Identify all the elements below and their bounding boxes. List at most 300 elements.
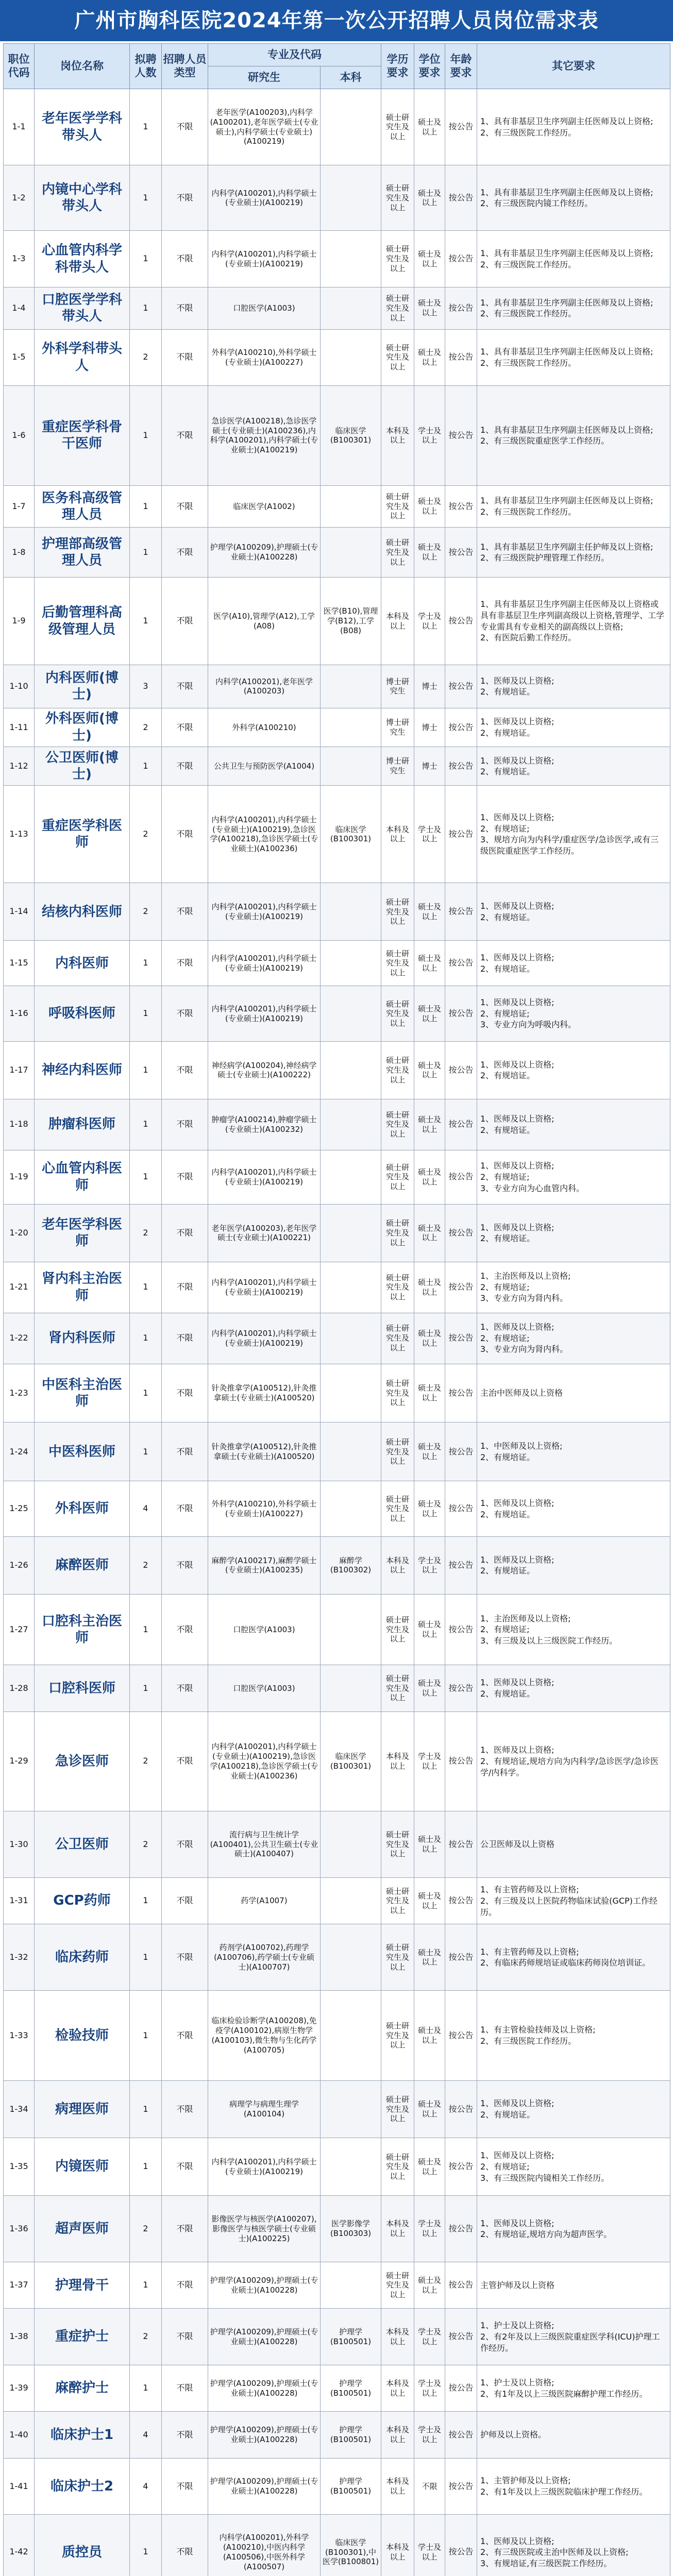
table-row	[4, 231, 670, 287]
cell-other: 1、医师及以上资格; 2、有规培证。	[477, 665, 670, 708]
cell-undergrad-major	[321, 747, 381, 786]
cell-edu: 硕士研究生及以上	[381, 528, 414, 578]
cell-undergrad-major	[321, 2080, 381, 2138]
cell-degree: 硕士及以上	[414, 287, 445, 329]
cell-code: 1-6	[4, 386, 35, 486]
table-row	[4, 1711, 670, 1811]
cell-age: 按公告	[445, 1594, 477, 1665]
cell-degree: 硕士及以上	[414, 1364, 445, 1422]
cell-edu: 本科及以上	[381, 2309, 414, 2365]
cell-undergrad-major: 医学影像学(B100303)	[321, 2196, 381, 2262]
cell-name: 公卫医师(博士)	[35, 747, 130, 786]
cell-degree: 学士及以上	[414, 786, 445, 883]
cell-code: 1-31	[4, 1878, 35, 1924]
cell-edu: 硕士研究生及以上	[381, 1150, 414, 1204]
cell-count: 2	[130, 786, 162, 883]
table-row	[4, 2080, 670, 2138]
cell-grad-major: 药学(A1007)	[208, 1878, 321, 1924]
table-row	[4, 2458, 670, 2515]
cell-name: 外科医师(博士)	[35, 708, 130, 747]
cell-degree: 不限	[414, 2458, 445, 2515]
table-row	[4, 329, 670, 386]
cell-count: 1	[130, 1150, 162, 1204]
cell-code: 1-15	[4, 941, 35, 986]
cell-type: 不限	[162, 1991, 208, 2080]
cell-name: 呼吸科医师	[35, 986, 130, 1042]
cell-code: 1-20	[4, 1204, 35, 1262]
cell-grad-major: 内科学(A100201),外科学(A100210),中医内科学(A100506),中医外科学(A100507)	[208, 2515, 321, 2576]
cell-undergrad-major	[321, 1204, 381, 1262]
cell-degree: 学士及以上	[414, 2412, 445, 2458]
cell-other: 1、医师及以上资格; 2、有规培证。	[477, 1099, 670, 1150]
table-row	[4, 665, 670, 708]
cell-other: 1、医师及以上资格; 2、有规培证。	[477, 1204, 670, 1262]
cell-age: 按公告	[445, 2080, 477, 2138]
cell-count: 1	[130, 528, 162, 578]
cell-grad-major: 内科学(A100201),内科学硕士(专业硕士)(A100219)	[208, 1150, 321, 1204]
cell-other: 1、具有非基层卫生序列副主任医师及以上资格; 2、有三级医院工作经历。	[477, 287, 670, 329]
cell-age: 按公告	[445, 2365, 477, 2412]
cell-type: 不限	[162, 1150, 208, 1204]
cell-undergrad-major: 临床医学(B100301)	[321, 386, 381, 486]
cell-type: 不限	[162, 1422, 208, 1481]
cell-edu: 本科及以上	[381, 786, 414, 883]
cell-count: 1	[130, 747, 162, 786]
cell-name: 内科医师	[35, 941, 130, 986]
table-row	[4, 2412, 670, 2458]
cell-code: 1-30	[4, 1811, 35, 1878]
cell-count: 1	[130, 1878, 162, 1924]
cell-code: 1-4	[4, 287, 35, 329]
cell-grad-major: 内科学(A100201),内科学硕士(专业硕士)(A100219)	[208, 883, 321, 941]
cell-name: 重症医学科骨干医师	[35, 386, 130, 486]
cell-name: 后勤管理科高级管理人员	[35, 578, 130, 665]
cell-undergrad-major	[321, 1811, 381, 1878]
cell-degree: 硕士及以上	[414, 485, 445, 528]
cell-count: 1	[130, 1364, 162, 1422]
cell-count: 3	[130, 665, 162, 708]
table-row	[4, 165, 670, 231]
cell-edu: 本科及以上	[381, 2412, 414, 2458]
cell-name: 肾内科医师	[35, 1313, 130, 1364]
cell-undergrad-major	[321, 1364, 381, 1422]
cell-type: 不限	[162, 2309, 208, 2365]
cell-edu: 本科及以上	[381, 2365, 414, 2412]
cell-other: 1、有主管药师及以上资格; 2、有三级及以上医院药物临床试验(GCP)工作经历。	[477, 1878, 670, 1924]
cell-grad-major: 急诊医学(A100218),急诊医学硕士(专业硕士)(A100236),内科学(A100201),内科学硕士(专业硕士)(A100219)	[208, 386, 321, 486]
cell-undergrad-major	[321, 329, 381, 386]
cell-undergrad-major: 护理学(B100501)	[321, 2309, 381, 2365]
cell-undergrad-major	[321, 1313, 381, 1364]
table-row	[4, 883, 670, 941]
cell-code: 1-37	[4, 2262, 35, 2309]
cell-name: 肾内科主治医师	[35, 1262, 130, 1313]
table-row	[4, 1262, 670, 1313]
cell-name: 临床护士1	[35, 2412, 130, 2458]
cell-edu: 硕士研究生及以上	[381, 89, 414, 165]
cell-grad-major: 老年医学(A100203),内科学(A100201),老年医学硕士(专业硕士),内科学硕士(专业硕士)(A100219)	[208, 89, 321, 165]
cell-type: 不限	[162, 1313, 208, 1364]
cell-grad-major: 临床检验诊断学(A100208),免疫学(A100102),病原生物学(A100103),微生物与生化药学(A100705)	[208, 1991, 321, 2080]
cell-grad-major: 内科学(A100201),内科学硕士(专业硕士)(A100219)	[208, 986, 321, 1042]
cell-name: 内科医师(博士)	[35, 665, 130, 708]
cell-undergrad-major: 麻醉学(B100302)	[321, 1536, 381, 1594]
cell-other: 1、主治医师及以上资格; 2、有规培证; 3、专业方向为肾内科。	[477, 1262, 670, 1313]
table-row	[4, 986, 670, 1042]
cell-grad-major: 临床医学(A1002)	[208, 485, 321, 528]
cell-undergrad-major	[321, 1099, 381, 1150]
cell-count: 2	[130, 2196, 162, 2262]
cell-grad-major: 护理学(A100209),护理硕士(专业硕士)(A100228)	[208, 2309, 321, 2365]
cell-other: 护师及以上资格。	[477, 2412, 670, 2458]
cell-name: 内镜医师	[35, 2138, 130, 2196]
table-row	[4, 1313, 670, 1364]
cell-edu: 硕士研究生及以上	[381, 883, 414, 941]
cell-age: 按公告	[445, 1924, 477, 1991]
cell-grad-major: 流行病与卫生统计学(A100401),公共卫生硕士(专业硕士)(A100407)	[208, 1811, 321, 1878]
table-row	[4, 708, 670, 747]
cell-grad-major: 外科学(A100210),外科学硕士(专业硕士)(A100227)	[208, 329, 321, 386]
cell-degree: 学士及以上	[414, 386, 445, 486]
cell-edu: 本科及以上	[381, 386, 414, 486]
cell-grad-major: 口腔医学(A1003)	[208, 1665, 321, 1711]
cell-name: 麻醉护士	[35, 2365, 130, 2412]
cell-edu: 硕士研究生及以上	[381, 1262, 414, 1313]
cell-code: 1-12	[4, 747, 35, 786]
cell-degree: 硕士及以上	[414, 2138, 445, 2196]
cell-age: 按公告	[445, 485, 477, 528]
cell-age: 按公告	[445, 1811, 477, 1878]
cell-name: 口腔医学学科带头人	[35, 287, 130, 329]
cell-degree: 硕士及以上	[414, 1204, 445, 1262]
cell-code: 1-22	[4, 1313, 35, 1364]
table-row	[4, 1665, 670, 1711]
cell-age: 按公告	[445, 941, 477, 986]
cell-name: 医务科高级管理人员	[35, 485, 130, 528]
cell-age: 按公告	[445, 1099, 477, 1150]
cell-undergrad-major	[321, 287, 381, 329]
cell-type: 不限	[162, 1594, 208, 1665]
cell-age: 按公告	[445, 1665, 477, 1711]
cell-edu: 硕士研究生及以上	[381, 2138, 414, 2196]
cell-undergrad-major	[321, 1422, 381, 1481]
cell-undergrad-major	[321, 2138, 381, 2196]
cell-other: 1、医师及以上资格; 2、有规培证,规培方向为内科学/急诊医学/急诊医学/内科学。	[477, 1711, 670, 1811]
cell-count: 2	[130, 2309, 162, 2365]
cell-age: 按公告	[445, 2196, 477, 2262]
cell-age: 按公告	[445, 2309, 477, 2365]
cell-undergrad-major	[321, 89, 381, 165]
cell-name: 结核内科医师	[35, 883, 130, 941]
table-row	[4, 485, 670, 528]
cell-degree: 硕士及以上	[414, 165, 445, 231]
cell-type: 不限	[162, 2262, 208, 2309]
cell-edu: 硕士研究生及以上	[381, 287, 414, 329]
cell-code: 1-1	[4, 89, 35, 165]
table-row	[4, 1878, 670, 1924]
cell-type: 不限	[162, 941, 208, 986]
table-row	[4, 578, 670, 665]
cell-code: 1-33	[4, 1991, 35, 2080]
cell-type: 不限	[162, 2515, 208, 2576]
table-row	[4, 747, 670, 786]
cell-type: 不限	[162, 1536, 208, 1594]
cell-grad-major: 内科学(A100201),内科学硕士(专业硕士)(A100219)	[208, 2138, 321, 2196]
cell-type: 不限	[162, 578, 208, 665]
cell-count: 1	[130, 2138, 162, 2196]
cell-code: 1-19	[4, 1150, 35, 1204]
cell-age: 按公告	[445, 1364, 477, 1422]
cell-type: 不限	[162, 2365, 208, 2412]
cell-age: 按公告	[445, 747, 477, 786]
cell-count: 2	[130, 708, 162, 747]
cell-edu: 硕士研究生及以上	[381, 1924, 414, 1991]
cell-age: 按公告	[445, 528, 477, 578]
table-row	[4, 1099, 670, 1150]
cell-code: 1-14	[4, 883, 35, 941]
cell-undergrad-major	[321, 883, 381, 941]
cell-name: 口腔科主治医师	[35, 1594, 130, 1665]
cell-count: 4	[130, 2412, 162, 2458]
cell-code: 1-27	[4, 1594, 35, 1665]
cell-degree: 博士	[414, 747, 445, 786]
cell-degree: 硕士及以上	[414, 2262, 445, 2309]
cell-other: 1、医师及以上资格; 2、有规培证; 3、有三级医院内镜相关工作经历。	[477, 2138, 670, 2196]
cell-undergrad-major	[321, 1150, 381, 1204]
cell-name: 老年医学科医师	[35, 1204, 130, 1262]
cell-grad-major: 护理学(A100209),护理硕士(专业硕士)(A100228)	[208, 2365, 321, 2412]
cell-degree: 博士	[414, 708, 445, 747]
cell-type: 不限	[162, 747, 208, 786]
cell-other: 主治中医师及以上资格	[477, 1364, 670, 1422]
cell-code: 1-26	[4, 1536, 35, 1594]
cell-degree: 硕士及以上	[414, 1991, 445, 2080]
cell-degree: 硕士及以上	[414, 1262, 445, 1313]
table-row	[4, 1041, 670, 1099]
cell-other: 1、医师及以上资格; 2、有规培证。	[477, 941, 670, 986]
cell-type: 不限	[162, 786, 208, 883]
cell-type: 不限	[162, 2080, 208, 2138]
cell-name: 临床药师	[35, 1924, 130, 1991]
cell-count: 1	[130, 2365, 162, 2412]
cell-name: 重症护士	[35, 2309, 130, 2365]
cell-code: 1-9	[4, 578, 35, 665]
cell-code: 1-28	[4, 1665, 35, 1711]
cell-undergrad-major	[321, 231, 381, 287]
cell-name: 公卫医师	[35, 1811, 130, 1878]
cell-edu: 博士研究生	[381, 747, 414, 786]
cell-age: 按公告	[445, 2262, 477, 2309]
cell-edu: 硕士研究生及以上	[381, 941, 414, 986]
cell-count: 1	[130, 1924, 162, 1991]
cell-undergrad-major	[321, 1041, 381, 1099]
cell-age: 按公告	[445, 1536, 477, 1594]
cell-edu: 本科及以上	[381, 1711, 414, 1811]
cell-age: 按公告	[445, 1204, 477, 1262]
cell-name: 病理医师	[35, 2080, 130, 2138]
table-row	[4, 2262, 670, 2309]
cell-undergrad-major: 护理学(B100501)	[321, 2412, 381, 2458]
cell-count: 2	[130, 329, 162, 386]
table-row	[4, 1422, 670, 1481]
table-row	[4, 1924, 670, 1991]
cell-undergrad-major: 临床医学(B100301)	[321, 786, 381, 883]
table-row	[4, 1364, 670, 1422]
header-major: 专业及代码	[208, 44, 381, 66]
cell-degree: 硕士及以上	[414, 528, 445, 578]
cell-other: 1、具有非基层卫生序列副主任医师及以上资格或具有非基层卫生序列副高级以上资格,管理学、工学专业需具有专业相关的副高级以上资格; 2、有医院后勤工作经历。	[477, 578, 670, 665]
cell-type: 不限	[162, 386, 208, 486]
cell-code: 1-24	[4, 1422, 35, 1481]
cell-other: 1、医师及以上资格; 2、有规培证; 3、专业方向为心血管内科。	[477, 1150, 670, 1204]
cell-edu: 博士研究生	[381, 665, 414, 708]
cell-count: 1	[130, 2080, 162, 2138]
cell-undergrad-major	[321, 1991, 381, 2080]
table-row	[4, 1991, 670, 2080]
cell-grad-major: 护理学(A100209),护理硕士(专业硕士)(A100228)	[208, 2458, 321, 2515]
cell-code: 1-10	[4, 665, 35, 708]
cell-degree: 学士及以上	[414, 578, 445, 665]
cell-name: 中医科主治医师	[35, 1364, 130, 1422]
cell-count: 1	[130, 1991, 162, 2080]
cell-degree: 硕士及以上	[414, 1594, 445, 1665]
cell-undergrad-major	[321, 986, 381, 1042]
cell-type: 不限	[162, 1811, 208, 1878]
cell-degree: 学士及以上	[414, 2365, 445, 2412]
cell-degree: 硕士及以上	[414, 1422, 445, 1481]
cell-undergrad-major	[321, 1481, 381, 1537]
cell-degree: 硕士及以上	[414, 329, 445, 386]
cell-undergrad-major	[321, 1262, 381, 1313]
cell-edu: 硕士研究生及以上	[381, 231, 414, 287]
cell-grad-major: 口腔医学(A1003)	[208, 1594, 321, 1665]
cell-name: 心血管内科学科带头人	[35, 231, 130, 287]
cell-undergrad-major	[321, 165, 381, 231]
table-row	[4, 1150, 670, 1204]
cell-count: 2	[130, 1811, 162, 1878]
cell-name: GCP药师	[35, 1878, 130, 1924]
cell-name: 老年医学学科带头人	[35, 89, 130, 165]
cell-name: 重症医学科医师	[35, 786, 130, 883]
header-grad: 研究生	[208, 66, 321, 89]
cell-code: 1-3	[4, 231, 35, 287]
cell-other: 1、医师及以上资格; 2、有三级医院或主治中医师及以上资格; 3、有规培证,有三级医院工作经历。	[477, 2515, 670, 2576]
cell-grad-major: 老年医学(A100203),老年医学硕士(专业硕士)(A100221)	[208, 1204, 321, 1262]
cell-undergrad-major	[321, 528, 381, 578]
cell-count: 1	[130, 485, 162, 528]
cell-undergrad-major: 护理学(B100501)	[321, 2365, 381, 2412]
table-row	[4, 2515, 670, 2576]
table-row	[4, 1594, 670, 1665]
cell-edu: 硕士研究生及以上	[381, 2262, 414, 2309]
table-row	[4, 1811, 670, 1878]
cell-degree: 硕士及以上	[414, 941, 445, 986]
cell-grad-major: 内科学(A100201),内科学硕士(专业硕士)(A100219)	[208, 941, 321, 986]
header-age: 年龄要求	[445, 44, 477, 89]
cell-code: 1-5	[4, 329, 35, 386]
cell-age: 按公告	[445, 89, 477, 165]
cell-code: 1-18	[4, 1099, 35, 1150]
cell-name: 中医科医师	[35, 1422, 130, 1481]
cell-age: 按公告	[445, 1711, 477, 1811]
cell-grad-major: 内科学(A100201),内科学硕士(专业硕士)(A100219)	[208, 1313, 321, 1364]
table-row	[4, 941, 670, 986]
cell-edu: 本科及以上	[381, 2515, 414, 2576]
cell-undergrad-major: 护理学(B100501)	[321, 2458, 381, 2515]
cell-edu: 本科及以上	[381, 1536, 414, 1594]
cell-other: 1、医师及以上资格; 2、有规培证。	[477, 1481, 670, 1537]
header-undergrad: 本科	[321, 66, 381, 89]
table-row	[4, 2138, 670, 2196]
cell-grad-major: 针灸推拿学(A100512),针灸推拿硕士(专业硕士)(A100520)	[208, 1364, 321, 1422]
cell-code: 1-41	[4, 2458, 35, 2515]
cell-age: 按公告	[445, 1878, 477, 1924]
cell-edu: 硕士研究生及以上	[381, 1594, 414, 1665]
cell-type: 不限	[162, 2138, 208, 2196]
cell-grad-major: 内科学(A100201),内科学硕士(专业硕士)(A100219)	[208, 231, 321, 287]
cell-other: 1、具有非基层卫生序列副主任医师及以上资格; 2、有三级医院工作经历。	[477, 231, 670, 287]
cell-grad-major: 影像医学与核医学(A100207),影像医学与核医学硕士(专业硕士)(A100225)	[208, 2196, 321, 2262]
cell-undergrad-major	[321, 665, 381, 708]
cell-age: 按公告	[445, 1422, 477, 1481]
cell-code: 1-21	[4, 1262, 35, 1313]
cell-count: 1	[130, 578, 162, 665]
cell-other: 1、具有非基层卫生序列副主任医师及以上资格; 2、有三级医院工作经历。	[477, 485, 670, 528]
cell-other: 1、医师及以上资格; 2、有规培证。	[477, 1665, 670, 1711]
cell-degree: 硕士及以上	[414, 1099, 445, 1150]
cell-count: 2	[130, 1204, 162, 1262]
cell-grad-major: 内科学(A100201),老年医学(A100203)	[208, 665, 321, 708]
cell-name: 内镜中心学科带头人	[35, 165, 130, 231]
cell-other: 1、医师及以上资格; 2、有规培证; 3、规培方向为内科学/重症医学/急诊医学,或有三级医院重症医学工作经历。	[477, 786, 670, 883]
cell-type: 不限	[162, 1481, 208, 1537]
cell-degree: 硕士及以上	[414, 2080, 445, 2138]
cell-edu: 硕士研究生及以上	[381, 1364, 414, 1422]
cell-other: 1、有主管药师及以上资格; 2、有临床药师规培证或临床药师岗位培训证。	[477, 1924, 670, 1991]
table-row	[4, 2309, 670, 2365]
cell-other: 1、医师及以上资格; 2、有规培证。	[477, 2080, 670, 2138]
cell-undergrad-major	[321, 2262, 381, 2309]
cell-name: 急诊医师	[35, 1711, 130, 1811]
cell-other: 1、具有非基层卫生序列副主任医师及以上资格; 2、有三级医院工作经历。	[477, 329, 670, 386]
cell-grad-major: 肿瘤学(A100214),肿瘤学硕士(专业硕士)(A100232)	[208, 1099, 321, 1150]
table-body	[4, 89, 670, 2576]
cell-other: 1、有主管检验技师及以上资格; 2、有三级医院工作经历。	[477, 1991, 670, 2080]
cell-age: 按公告	[445, 1313, 477, 1364]
cell-name: 检验技师	[35, 1991, 130, 2080]
cell-degree: 硕士及以上	[414, 1811, 445, 1878]
cell-other: 1、护士及以上资格; 2、有1年及以上三级医院麻醉护理工作经历。	[477, 2365, 670, 2412]
table-row	[4, 1204, 670, 1262]
cell-count: 2	[130, 883, 162, 941]
cell-code: 1-23	[4, 1364, 35, 1422]
cell-age: 按公告	[445, 665, 477, 708]
cell-name: 质控员	[35, 2515, 130, 2576]
table-row	[4, 786, 670, 883]
cell-grad-major: 口腔医学(A1003)	[208, 287, 321, 329]
cell-type: 不限	[162, 2458, 208, 2515]
cell-edu: 硕士研究生及以上	[381, 986, 414, 1042]
cell-undergrad-major: 医学(B10),管理学(B12),工学(B08)	[321, 578, 381, 665]
positions-table	[3, 43, 670, 2576]
cell-other: 1、医师及以上资格; 2、有规培证; 3、专业方向为肾内科。	[477, 1313, 670, 1364]
cell-degree: 硕士及以上	[414, 1924, 445, 1991]
cell-code: 1-25	[4, 1481, 35, 1537]
cell-count: 1	[130, 386, 162, 486]
cell-grad-major: 护理学(A100209),护理硕士(专业硕士)(A100228)	[208, 2262, 321, 2309]
cell-age: 按公告	[445, 2412, 477, 2458]
cell-age: 按公告	[445, 165, 477, 231]
